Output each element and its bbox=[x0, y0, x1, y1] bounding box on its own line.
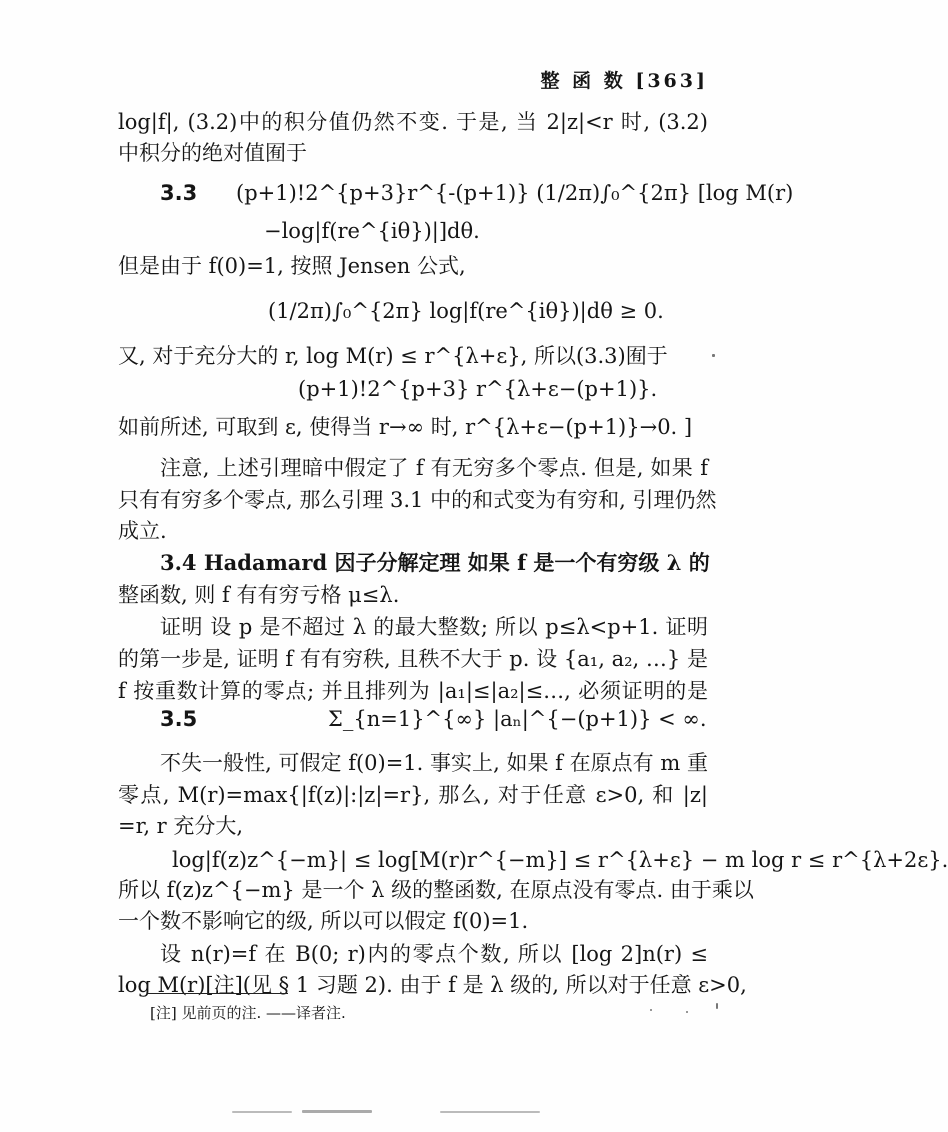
text-line-entire-1: 所以 f(z)z^{−m} 是一个 λ 级的整函数, 在原点没有零点. 由于乘以 bbox=[118, 878, 754, 902]
text-line-zeros-2: log M(r)[注](见 § 1 习题 2). 由于 f 是 λ 级的, 所以对于任意 ε>0, bbox=[118, 973, 747, 997]
text-line-note-2: 只有有穷多个零点, 那么引理 3.1 中的和式变为有穷和, 引理仍然 bbox=[118, 488, 717, 512]
scan-speck bbox=[716, 1003, 718, 1009]
text-line-general-3: =r, r 充分大, bbox=[118, 814, 244, 838]
text-line-bound: 又, 对于充分大的 r, log M(r) ≤ r^{λ+ε}, 所以(3.3)囿于 bbox=[118, 344, 668, 368]
scan-speck bbox=[440, 1111, 540, 1113]
footnote: [注] 见前页的注. ——译者注. bbox=[150, 1004, 346, 1022]
text-line-note-3: 成立. bbox=[118, 519, 167, 543]
text-line-general-1: 不失一般性, 可假定 f(0)=1. 事实上, 如果 f 在原点有 m 重 bbox=[160, 751, 708, 775]
equation-log-estimate: log|f(z)z^{−m}| ≤ log[M(r)r^{−m}] ≤ r^{λ+ε} − m log r ≤ r^{λ+2ε}. bbox=[172, 848, 948, 872]
scan-speck bbox=[686, 1011, 688, 1013]
text-line-entire-2: 一个数不影响它的级, 所以可以假定 f(0)=1. bbox=[118, 909, 529, 933]
proof-line-2: 的第一步是, 证明 f 有有穷秩, 且秩不大于 p. 设 {a₁, a₂, …} 是 bbox=[118, 647, 708, 671]
equation-number-3-3: 3.3 bbox=[160, 181, 198, 205]
scan-speck bbox=[650, 1009, 652, 1011]
equation-3-5: Σ_{n=1}^{∞} |aₙ|^{−(p+1)} < ∞. bbox=[328, 707, 707, 731]
equation-3-3-part2: −log|f(re^{iθ})|]dθ. bbox=[264, 219, 480, 243]
theorem-3-4-title: 3.4 Hadamard 因子分解定理 如果 f 是一个有穷级 λ 的 bbox=[160, 550, 710, 575]
proof-line-3: f 按重数计算的零点; 并且排列为 |a₁|≤|a₂|≤…, 必须证明的是 bbox=[118, 679, 708, 703]
proof-line-1: 证明 设 p 是不超过 λ 的最大整数; 所以 p≤λ<p+1. 证明 bbox=[160, 615, 708, 639]
text-line-zeros-1: 设 n(r)=f 在 B(0; r)内的零点个数, 所以 [log 2]n(r) ≤ bbox=[160, 942, 708, 966]
text-line-note-1: 注意, 上述引理暗中假定了 f 有无穷多个零点. 但是, 如果 f bbox=[160, 456, 708, 480]
scan-speck bbox=[302, 1110, 372, 1113]
equation-3-3-part1: (p+1)!2^{p+3}r^{-(p+1)} (1/2π)∫₀^{2π} [log M(r) bbox=[236, 181, 794, 205]
footnote-rule bbox=[148, 993, 288, 994]
text-line-limit: 如前所述, 可取到 ε, 使得当 r→∞ 时, r^{λ+ε−(p+1)}→0. ] bbox=[118, 415, 693, 439]
scan-speck bbox=[712, 354, 715, 357]
running-header: 整 函 数 [363] bbox=[540, 70, 708, 92]
scan-speck bbox=[232, 1111, 292, 1113]
text-line-jensen: 但是由于 f(0)=1, 按照 Jensen 公式, bbox=[118, 254, 466, 278]
equation-number-3-5: 3.5 bbox=[160, 707, 198, 731]
equation-jensen: (1/2π)∫₀^{2π} log|f(re^{iθ})|dθ ≥ 0. bbox=[268, 299, 664, 323]
text-line-2: 中积分的绝对值囿于 bbox=[118, 141, 307, 165]
equation-bound: (p+1)!2^{p+3} r^{λ+ε−(p+1)}. bbox=[298, 377, 658, 401]
text-line-1: log|f|, (3.2)中的积分值仍然不变. 于是, 当 2|z|<r 时, (3.2) bbox=[118, 110, 708, 134]
text-line-general-2: 零点, M(r)=max{|f(z)|:|z|=r}, 那么, 对于任意 ε>0, 和 |z| bbox=[118, 783, 708, 807]
theorem-3-4-line-2: 整函数, 则 f 有有穷亏格 μ≤λ. bbox=[118, 583, 400, 607]
